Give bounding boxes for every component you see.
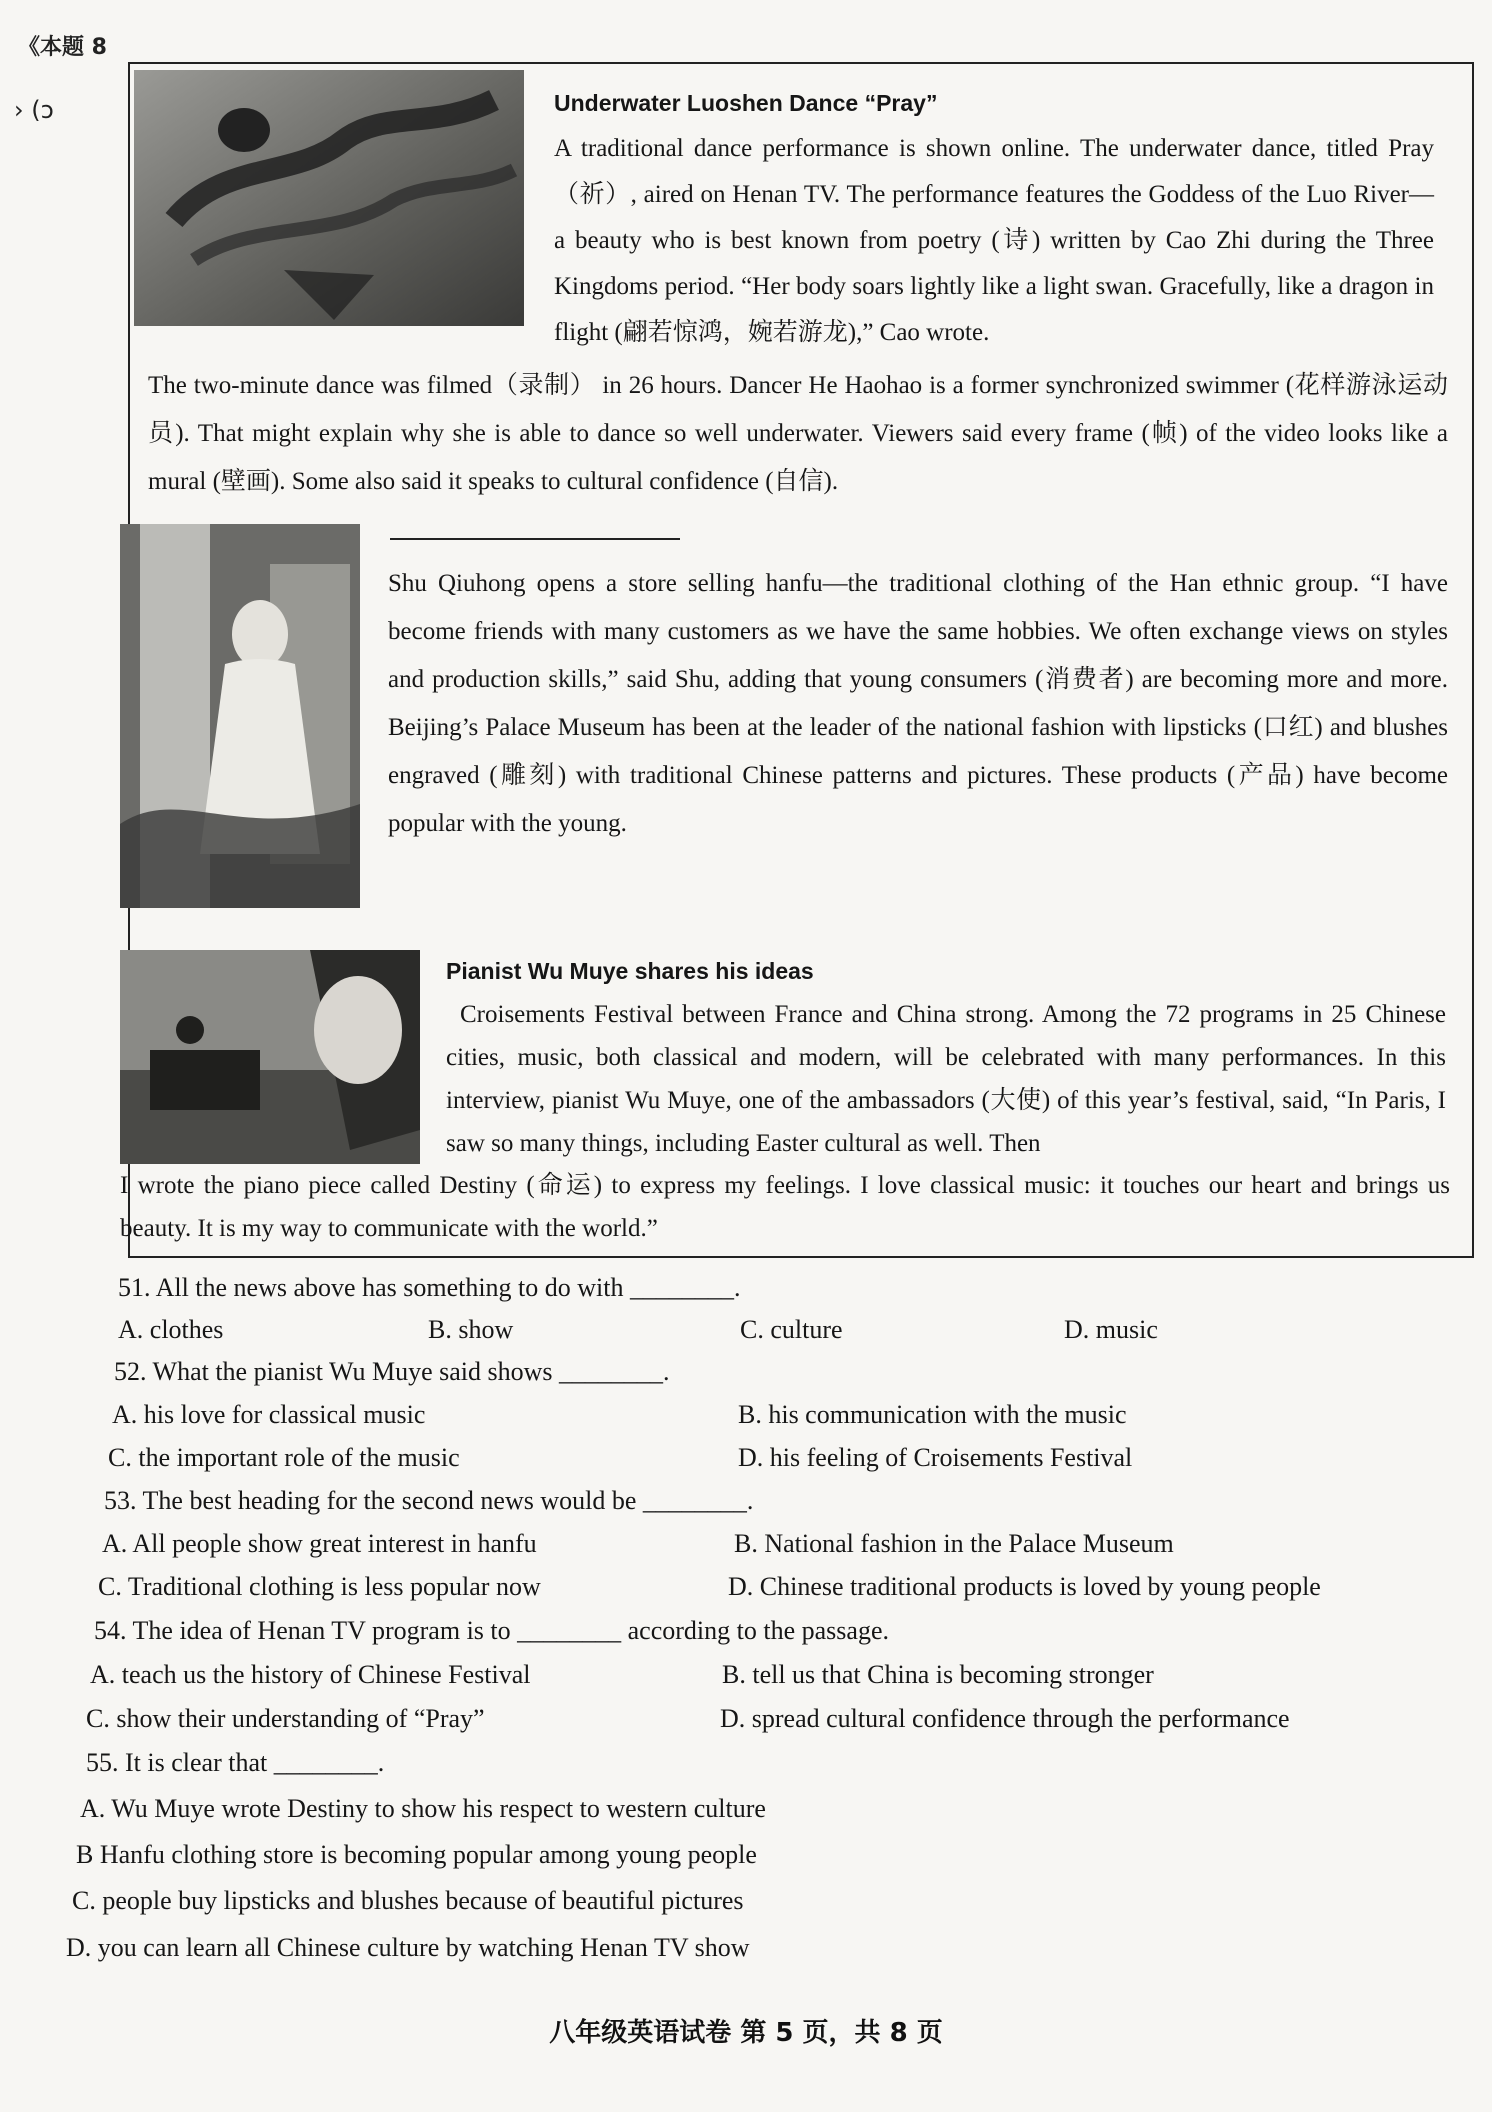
q51-option-b[interactable]: B. show — [428, 1315, 514, 1344]
q55-option-d[interactable]: D. you can learn all Chinese culture by watching Henan TV show — [66, 1933, 750, 1962]
question-53: 53. The best heading for the second news would be ________. — [104, 1486, 754, 1515]
q53-option-a[interactable]: A. All people show great interest in hanfu — [102, 1529, 537, 1558]
news-item-2 — [388, 560, 1448, 848]
hanfu-photo — [120, 524, 360, 908]
question-52: 52. What the pianist Wu Muye said shows ________. — [114, 1357, 670, 1386]
question-51: 51. All the news above has something to do with ________. — [118, 1273, 741, 1302]
missing-title-blank — [390, 538, 680, 540]
news-3-continuation — [120, 1164, 1450, 1250]
q52-option-a[interactable]: A. his love for classical music — [112, 1400, 426, 1429]
question-55: 55. It is clear that ________. — [86, 1748, 385, 1777]
page-footer: 八年级英语试卷 第 5 页，共 8 页 — [549, 2018, 943, 2048]
news-3-title: Pianist Wu Muye shares his ideas — [446, 958, 814, 984]
q54-option-a[interactable]: A. teach us the history of Chinese Festival — [90, 1660, 531, 1689]
q54-option-d[interactable]: D. spread cultural confidence through the performance — [720, 1704, 1290, 1733]
news-1-title: Underwater Luoshen Dance “Pray” — [554, 90, 938, 116]
news-1-body-continued: The two-minute dance was filmed（录制） in 26 hours. Dancer He Haohao is a former synchronized swimmer (花样游泳运动员). That might explain why she is able to dance so well underwater. Viewers said every frame (帧) of the video looks like a mural (壁画). Some also said it speaks to cultural confidence (自信). — [148, 372, 1448, 495]
question-54: 54. The idea of Henan TV program is to ________ according to the passage. — [94, 1616, 889, 1645]
q51-option-a[interactable]: A. clothes — [118, 1315, 224, 1344]
q52-option-c[interactable]: C. the important role of the music — [108, 1443, 460, 1472]
q52-option-d[interactable]: D. his feeling of Croisements Festival — [738, 1443, 1133, 1472]
q54-option-b[interactable]: B. tell us that China is becoming stronger — [722, 1660, 1154, 1689]
corner-mark: 《本题 8 — [18, 35, 107, 60]
q53-option-d[interactable]: D. Chinese traditional products is loved by young people — [728, 1572, 1321, 1601]
margin-mark: › (ɔ — [14, 96, 54, 124]
q53-option-b[interactable]: B. National fashion in the Palace Museum — [734, 1529, 1174, 1558]
news-2-body: Shu Qiuhong opens a store selling hanfu—the traditional clothing of the Han ethnic group. “I have become friends with many customers as we have the same hobbies. We often exchange views on styles and production skills,” said Shu, adding that young consumers (消费者) are becoming more and more. Beijing’s Palace Museum has been at the leader of the national fashion with lipsticks (口红) and blushes engraved (雕刻) with traditional Chinese patterns and pictures. These products (产品) have become popular with the young. — [388, 570, 1448, 837]
news-1-body: A traditional dance performance is shown online. The underwater dance, titled Pray （祈）, aired on Henan TV. The performance features the Goddess of the Luo River—a beauty who is best known from poetry (诗) written by Cao Zhi during the Three Kingdoms period. “Her body soars lightly like a light swan. Gracefully, like a dragon in flight (翩若惊鸿，婉若游龙),” Cao wrote. — [554, 135, 1434, 346]
news-item-3 — [446, 950, 1446, 1165]
q51-option-c[interactable]: C. culture — [740, 1315, 843, 1344]
q55-option-a[interactable]: A. Wu Muye wrote Destiny to show his respect to western culture — [80, 1794, 766, 1823]
q52-option-b[interactable]: B. his communication with the music — [738, 1400, 1127, 1429]
q54-option-c[interactable]: C. show their understanding of “Pray” — [86, 1704, 485, 1733]
underwater-dance-photo — [134, 70, 524, 326]
pianist-photo — [120, 950, 420, 1164]
news-item-1 — [554, 80, 1434, 356]
news-3-body-continued: I wrote the piano piece called Destiny (命运) to express my feelings. I love classical music: it touches our heart and brings us beauty. It is my way to communicate with the world.” — [120, 1172, 1450, 1242]
q51-option-d[interactable]: D. music — [1064, 1315, 1158, 1344]
q53-option-c[interactable]: C. Traditional clothing is less popular now — [98, 1572, 541, 1601]
q55-option-c[interactable]: C. people buy lipsticks and blushes because of beautiful pictures — [72, 1886, 744, 1915]
news-1-continuation — [148, 362, 1448, 506]
news-3-body: Croisements Festival between France and China strong. Among the 72 programs in 25 Chinese cities, music, both classical and modern, will be celebrated with many performances. In this interview, pianist Wu Muye, one of the ambassadors (大使) of this year’s festival, said, “In Paris, I saw so many things, including Easter cultural as well. Then — [446, 1001, 1446, 1157]
q55-option-b[interactable]: B Hanfu clothing store is becoming popular among young people — [76, 1840, 757, 1869]
